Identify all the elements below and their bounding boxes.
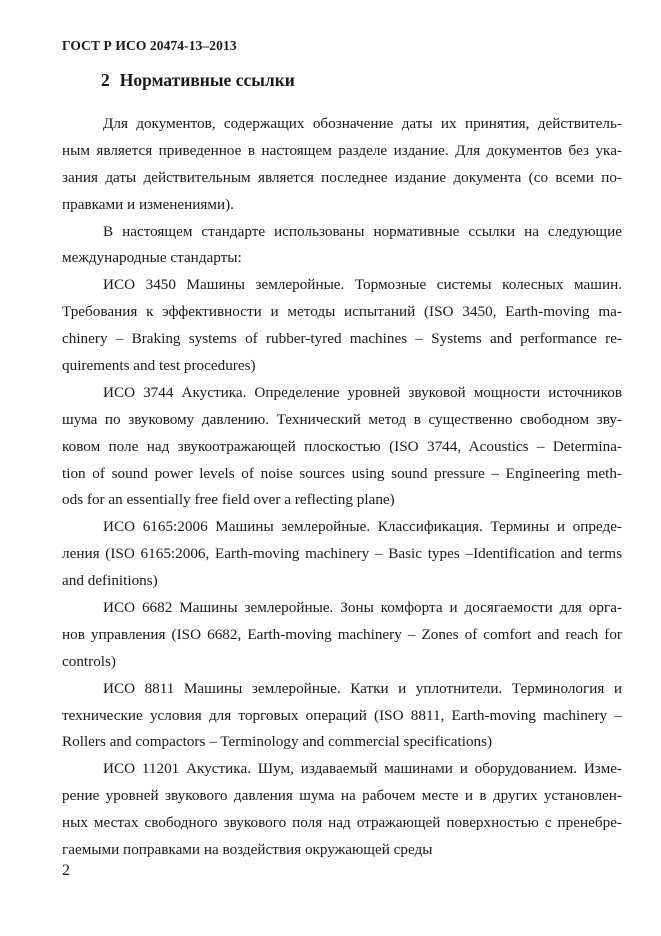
text-line: chinery – Braking systems of rubber-tyred machines – Systems and performance re-	[62, 330, 622, 348]
section-title-text: Нормативные ссылки	[119, 70, 295, 90]
text-line: ИСО 3744 Акустика. Определение уровней звуковой мощности источников	[103, 383, 622, 401]
text-line: ИСО 6165:2006 Машины землеройные. Классификация. Термины и опреде-	[103, 518, 622, 536]
page-number: 2	[62, 862, 70, 879]
text-line: quirements and test procedures)	[62, 357, 256, 375]
text-line: Rollers and compactors – Terminology and commercial specifications)	[62, 733, 493, 751]
text-line: controls)	[62, 652, 116, 670]
text-line: В настоящем стандарте использованы нормативные ссылки на следующие	[103, 222, 622, 240]
text-line: ИСО 8811 Машины землеройные. Катки и уплотнители. Терминология и	[103, 679, 622, 697]
text-line: ным является приведенное в настоящем разделе издание. Для документов без ука-	[62, 141, 622, 159]
text-line: Для документов, содержащих обозначение даты их принятия, действитель-	[103, 115, 622, 132]
text-line: нов управления (ISO 6682, Earth-moving machinery – Zones of comfort and reach for	[62, 625, 622, 643]
text-line: международные стандарты:	[62, 249, 242, 267]
text-line: ods for an essentially free field over a reflecting plane)	[62, 491, 395, 509]
text-line: ИСО 3450 Машины землеройные. Тормозные системы колесных машин.	[103, 276, 622, 294]
section-body	[62, 111, 622, 864]
text-line: ИСО 11201 Акустика. Шум, издаваемый машинами и оборудованием. Изме-	[103, 760, 622, 778]
section-heading	[101, 70, 295, 91]
text-line: ИСО 6682 Машины землеройные. Зоны комфорта и досягаемости для орга-	[103, 599, 622, 617]
text-line: ковом поле над звукоотражающей плоскостью (ISO 3744, Acoustics – Determina-	[62, 437, 622, 455]
text-line: рение уровней звукового давления шума на рабочем месте и в других установлен-	[62, 787, 622, 805]
text-line: технические условия для торговых операций (ISO 8811, Earth-moving machinery –	[62, 706, 622, 724]
text-line: ных местах свободного звукового поля над отражающей поверхностью с пренебре-	[62, 814, 622, 832]
text-line: шума по звуковому давлению. Технический метод в существенно свободном зву-	[62, 410, 622, 428]
text-line: ления (ISO 6165:2006, Earth-moving machinery – Basic types –Identification and terms	[62, 545, 622, 563]
document-header: ГОСТ Р ИСО 20474-13–2013	[62, 38, 237, 53]
text-line: зания даты действительным является последнее издание документа (со всеми по-	[62, 168, 622, 186]
text-line: Требования к эффективности и методы испытаний (ISO 3450, Earth-moving ma-	[62, 303, 622, 321]
section-number: 2	[101, 70, 110, 90]
text-line: правками и изменениями).	[62, 195, 234, 213]
text-line: гаемыми поправками на воздействия окружающей среды	[62, 841, 433, 859]
text-line: tion of sound power levels of noise sources using sound pressure – Engineering meth-	[62, 464, 622, 482]
text-line: and definitions)	[62, 572, 158, 590]
